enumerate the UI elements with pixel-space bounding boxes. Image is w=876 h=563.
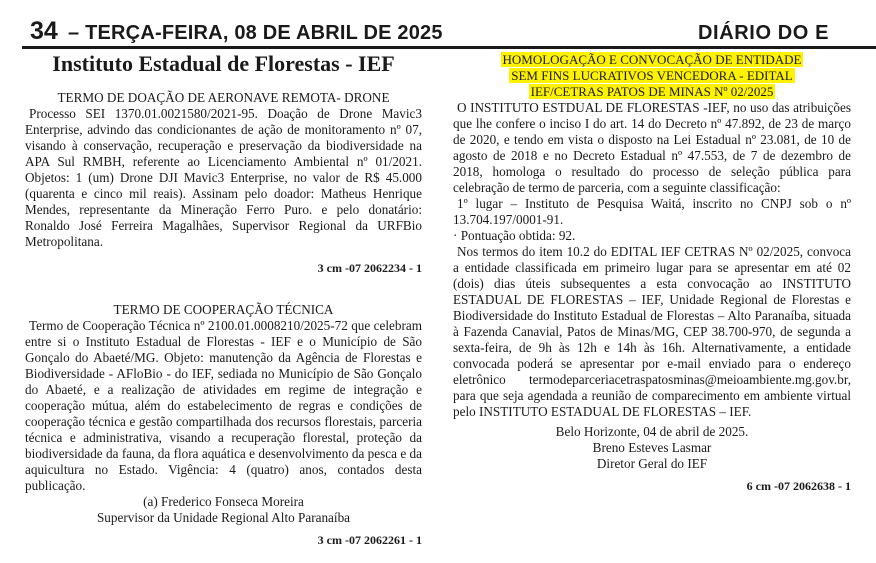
score-line: · Pontuação obtida: 92. [453,228,576,243]
publication-name: DIÁRIO DO E [698,22,830,44]
doc-title-technical-cooperation: TERMO DE COOPERAÇÃO TÉCNICA [113,302,334,317]
highlighted-title-line-3: IEF/CETRAS PATOS DE MINAS Nº 02/2025 [530,84,774,99]
section-title: Instituto Estadual de Florestas - IEF [52,51,395,76]
director-name: Breno Esteves Lasmar [592,440,712,455]
convocation-paragraph: Nos termos do item 10.2 do EDITAL IEF CETRAS Nº 02/2025, convoca a entidade classificada em primeiro lugar para se apresentar em até 02 (dois) dias úteis subsequentes a esta convocação ao INSTITUTO ESTADUAL DE FLORESTAS – IEF, Unidade Regional de Florestas e Biodiversidade do Instituto Estadual de Florestas – Alto Paranaíba, situada à Fazenda Canavial, Patos de Minas/MG, CEP 38.700-970, de segunda a sexta-feira, de 9h às 12h e 14h às 16h. Alternativamente, a entidade convocada poderá se apresentar por e-mail enviado para o endereço eletrônico termodeparceriacetraspatosminas@meioambiente.mg.gov.br, para que seja agendada a reunião de comparecimento em ambiente virtual pelo INSTITUTO ESTADUAL DE FLORESTAS – IEF. [453,244,851,419]
doc-ref-drone-donation: 3 cm -07 2062234 - 1 [317,261,422,275]
place-date: Belo Horizonte, 04 de abril de 2025. [555,424,749,439]
doc-body-technical-cooperation: Termo de Cooperação Técnica nº 2100.01.0008210/2025-72 que celebram entre si o Instituto Estadual de Florestas - IEF e o Município de São Gonçalo do Abaeté/MG. Objeto: manutenção da Agência de Florestas e Biodiversidade - AFloBio - do IEF, sediada no Município de São Gonçalo do Abaeté, e a realização de atividades em regime de integração e cooperação mútua, além do estabelecimento de regras e condições de cooperação técnica e gestão compartilhada dos recursos florestais, parceria técnica e administrativa, visando a recuperação florestal, proteção da biodiversidade da fauna, da flora aquática e desenvolvimento da pesca e da aquicultura no Estado. Vigência: 4 (quatro) anos, contados desta publicação. [25,318,422,493]
doc-signer: (a) Frederico Fonseca Moreira [143,494,304,509]
doc-title-drone-donation: TERMO DE DOAÇÃO DE AERONAVE REMOTA- DRONE [57,90,390,105]
issue-date: – TERÇA-FEIRA, 08 DE ABRIL DE 2025 [68,22,443,44]
page-number: 34 [30,17,58,45]
doc-body-drone-donation: Processo SEI 1370.01.0021580/2021-95. Doação de Drone Mavic3 Enterprise, advindo das condicionantes de ação de monitoramento nº 07, visando à conservação, recuperação e preservação da biodiversidade na APA Sul RMBH, referente ao Licenciamento Ambiental nº 01/2021. Objetos: 1 (um) Drone DJI Mavic3 Enterprise, no valor de R$ 45.000 (quarenta e cinco mil reais). Assinam pelo doador: Matheus Henrique Mendes, representante da Mineração Ferro Puro. e pelo donatário: Ronaldo José Ferreira Magalhães, Supervisor Regional da URFBio Metropolitana. [25,106,422,249]
page-header [0,14,876,50]
homologation-paragraph: O INSTITUTO ESTDUAL DE FLORESTAS -IEF, no uso das atribuições que lhe confere o inciso I do art. 14 do Decreto nº 47.892, de 23 de março de 2020, e tendo em vista o disposto na Lei Estadual nº 23.081, de 10 de agosto de 2018 e no Decreto Estadual nº 47.553, de 7 de dezembro de 2018, homologa o resultado do processo de seleção pública para celebração de termo de parceria, com a seguinte classificação: [453,100,851,195]
doc-ref-technical-cooperation: 3 cm -07 2062261 - 1 [317,533,422,547]
doc-signer-role: Supervisor da Unidade Regional Alto Paranaíba [96,510,351,525]
header-rule [22,46,876,49]
first-place-paragraph: 1º lugar – Instituto de Pesquisa Waitá, inscrito no CNPJ sob o nº 13.704.197/0001-91. [453,196,851,227]
highlighted-title-line-2: SEM FINS LUCRATIVOS VENCEDORA - EDITAL [511,68,793,83]
highlighted-title-line-1: HOMOLOGAÇÃO E CONVOCAÇÃO DE ENTIDADE [502,52,802,67]
doc-ref-homologation: 6 cm -07 2062638 - 1 [746,479,851,493]
right-column [453,50,851,494]
left-column [25,50,422,548]
director-role: Diretor Geral do IEF [596,456,708,471]
